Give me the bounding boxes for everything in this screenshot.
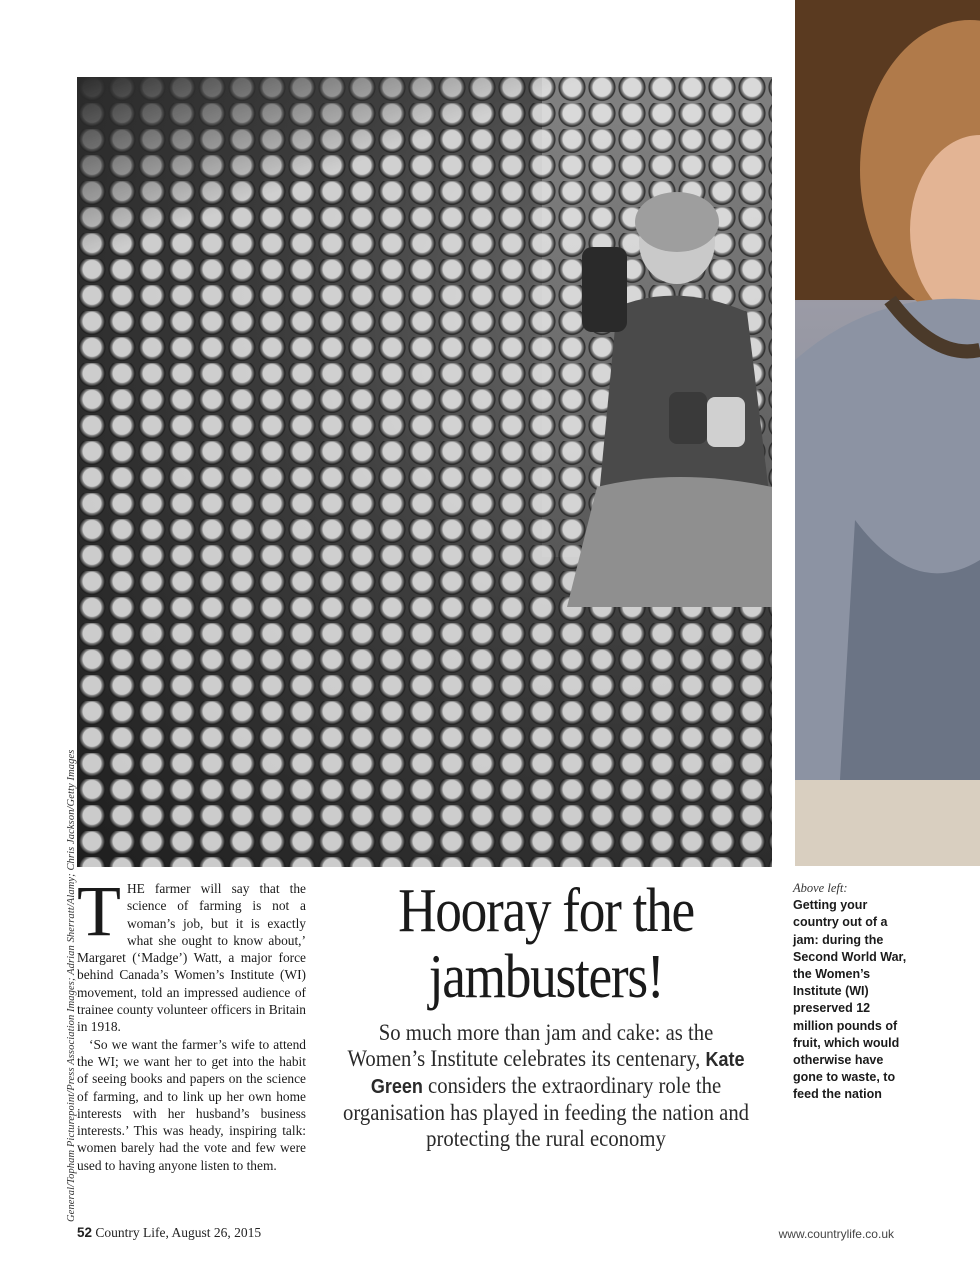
drop-cap: T — [77, 871, 121, 951]
right-photo-modern-wi-member — [795, 0, 980, 866]
main-photo-jam-jars — [77, 77, 772, 867]
website-url: www.countrylife.co.uk — [778, 1227, 894, 1241]
article-paragraph-2: ‘So we want the farmer’s wife to attend the WI; we want her to get into the habit of seeing books and papers on the science of farming, and to link up her own home interests with her husband’s business interests.’ This was heady, inspiring talk: women barely had the vote and few were used to having anyone listen to them. — [77, 1036, 306, 1173]
photo-woman-with-necklace — [795, 0, 980, 866]
photo-caption — [793, 880, 913, 1104]
article-paragraph-1 — [77, 871, 306, 1036]
article-body — [77, 871, 306, 1174]
photo-credit: General/Topham Picturepoint/Press Association Images; Adrian Sherratt/Alamy; Chris Jackson/Getty Images — [66, 749, 77, 1222]
standfirst-before: So much more than jam and cake: as the Women’s Institute celebrates its centenary, — [347, 1020, 714, 1071]
headline-line-1: Hooray for the — [398, 877, 694, 945]
standfirst-after: considers the extraordinary role the organisation has played in feeding the nation and protecting the rural economy — [342, 1073, 750, 1151]
author-name: Kate Green — [370, 1049, 745, 1098]
page-number: 52 — [77, 1225, 93, 1240]
caption-label: Above left: — [793, 881, 848, 895]
paragraph-1-text: HE farmer will say that the science of farming is not a woman’s job, but it is exactly what she ought to know about,’ Margaret (‘Madge’) Watt, a major force behind Canada’s Women’s Institute (WI) movement, told an impressed audience of trainee county volunteer officers in Britain in 1918. — [77, 881, 306, 1035]
caption-text: Getting your country out of a jam: during the Second World War, the Women’s Institute (WI) preserved 12 million pounds of fruit, which would otherwise have gone to waste, to feed the nation — [793, 898, 907, 1102]
headline-line-2: jambusters! — [428, 943, 664, 1011]
photo-woman-holding-jars — [557, 187, 772, 607]
footer-folio — [77, 1225, 261, 1241]
publication-info: Country Life, August 26, 2015 — [95, 1225, 262, 1240]
headline — [350, 878, 742, 1010]
standfirst — [341, 1020, 751, 1152]
